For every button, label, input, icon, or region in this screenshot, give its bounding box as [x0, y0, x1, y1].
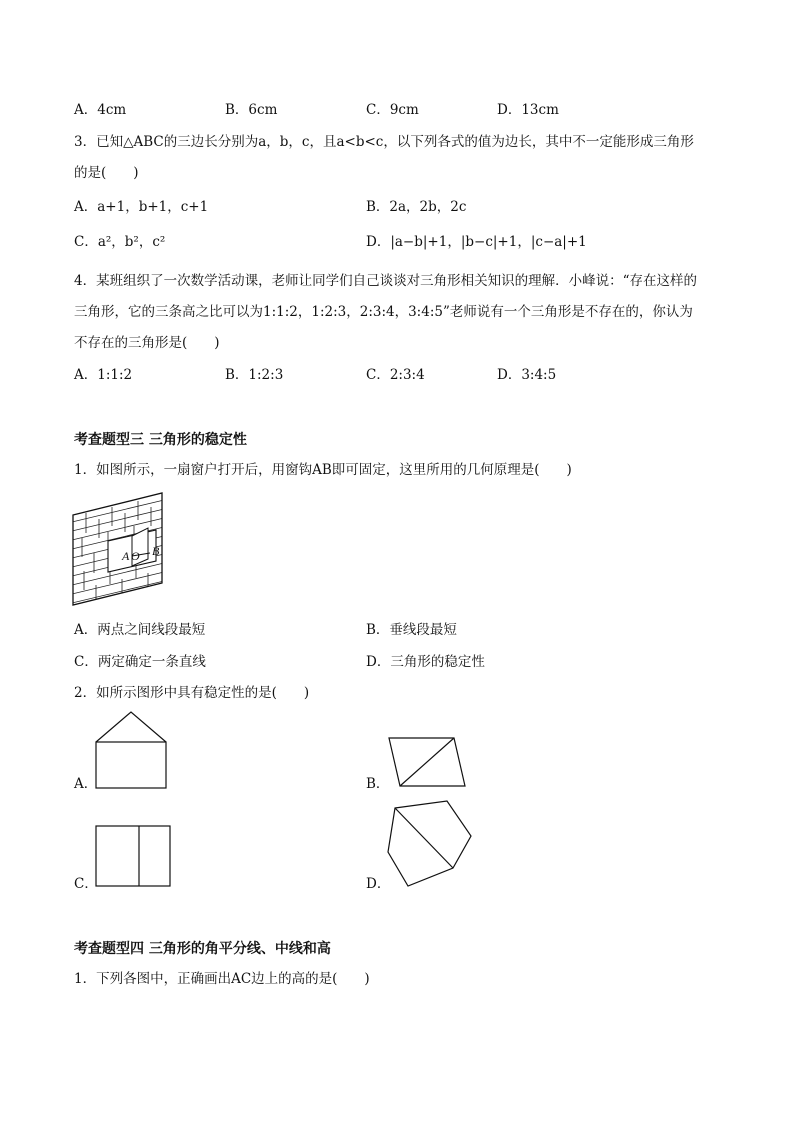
- q2-option-d: D．13cm: [497, 102, 559, 118]
- q4-option-d: D．3:4:5: [497, 367, 557, 383]
- q3-option-a: A．a+1，b+1，c+1: [74, 199, 209, 215]
- label-b: B: [152, 544, 160, 558]
- q4-option-a: A．1:1:2: [74, 367, 133, 383]
- s3-q2-option-d: D．: [366, 876, 391, 892]
- s3-q2-option-b: B．: [366, 776, 390, 792]
- q2-option-b: B．6cm: [225, 102, 278, 118]
- s3-q1-option-c: C．两定确定一条直线: [74, 654, 206, 670]
- q4-stem-line2: 三角形，它的三条高之比可以为1:1:2，1:2:3，2:3:4，3:4:5”老师说有一个三角形是不存在的，你认为: [74, 304, 693, 320]
- s3-q1-option-d: D．三角形的稳定性: [366, 654, 485, 670]
- figure-a-house: [95, 711, 167, 789]
- q2-option-a: A．4cm: [74, 102, 127, 118]
- window-figure: [72, 493, 164, 607]
- figure-c-divided-rectangle: [95, 825, 171, 887]
- figure-d-pentagon: [387, 800, 473, 888]
- label-a: A: [122, 549, 130, 563]
- q3-option-b: B．2a，2b，2c: [366, 199, 467, 215]
- q4-stem-line1: 4．某班组织了一次数学活动课，老师让同学们自己谈谈对三角形相关知识的理解．小峰说：“存在这样的: [74, 273, 697, 289]
- figure-b-parallelogram: [388, 737, 466, 787]
- s3-q2-stem: 2．如所示图形中具有稳定性的是( ): [74, 685, 310, 701]
- q4-stem-line3: 不存在的三角形是( ): [74, 335, 220, 351]
- q3-stem-line2: 的是( ): [74, 165, 139, 181]
- q2-option-c: C．9cm: [366, 102, 419, 118]
- q3-option-d: D．|a−b|+1，|b−c|+1，|c−a|+1: [366, 234, 587, 250]
- s3-q1-option-b: B．垂线段最短: [366, 622, 457, 638]
- s3-q1-stem: 1．如图所示，一扇窗户打开后，用窗钩AB即可固定，这里所用的几何原理是( ): [74, 462, 572, 478]
- s3-q2-option-c: C．: [74, 876, 98, 892]
- label-o: O: [131, 549, 140, 563]
- s4-q1-stem: 1．下列各图中，正确画出AC边上的高的是( ): [74, 971, 370, 987]
- s3-q1-option-a: A．两点之间线段最短: [74, 622, 206, 638]
- q4-option-c: C．2:3:4: [366, 367, 425, 383]
- section3-title: 考查题型三 三角形的稳定性: [74, 432, 247, 448]
- q3-stem-line1: 3．已知△ABC的三边长分别为a，b，c，且a<b<c，以下列各式的值为边长，其中不一定能形成三角形: [74, 134, 694, 150]
- section4-title: 考查题型四 三角形的角平分线、中线和高: [74, 941, 331, 957]
- q3-option-c: C．a²，b²，c²: [74, 234, 166, 250]
- q4-option-b: B．1:2:3: [225, 367, 284, 383]
- s3-q2-option-a: A．: [74, 776, 98, 792]
